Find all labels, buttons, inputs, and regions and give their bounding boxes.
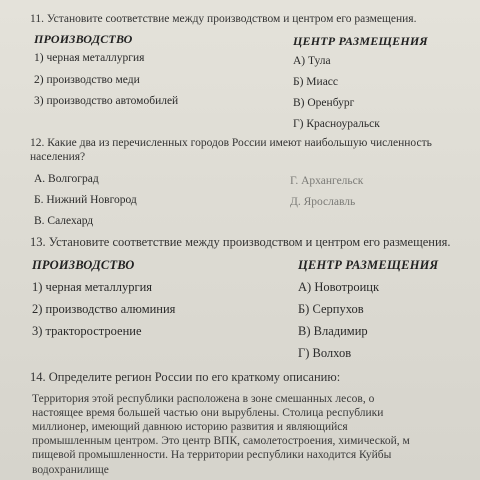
q12-title-line2: населения?	[30, 151, 86, 163]
q12-option-v: В. Салехард	[34, 215, 94, 227]
q13-title: 13. Установите соответствие между производством и центром его размещения.	[30, 235, 451, 249]
q14-line-5: пищевой промышленности. На территории республики находится Куйбы	[32, 449, 392, 461]
q14-line-4: промышленным центром. Это центр ВПК, самолетостроения, химической, м	[32, 435, 410, 447]
q12-title-line1: 12. Какие два из перечисленных городов России имеют наибольшую численность	[30, 137, 432, 149]
q13-left-1: 1) черная металлургия	[32, 280, 153, 294]
q13-right-a: А) Новотроицк	[298, 280, 380, 294]
q14-line-6: водохранилище	[32, 464, 109, 476]
q14-title: 14. Определите регион России по его краткому описанию:	[30, 370, 341, 384]
q13-right-c: В) Владимир	[298, 324, 368, 338]
q12-option-g: Г. Архангельск	[290, 175, 364, 187]
q11-right-a: А) Тула	[293, 55, 331, 67]
q13-left-3: 3) тракторостроение	[32, 324, 142, 338]
q13-right-d: Г) Волхов	[298, 346, 352, 360]
q11-right-d: Г) Красноуральск	[293, 118, 380, 130]
q12-option-a: А. Волгоград	[34, 173, 99, 185]
q11-right-b: Б) Миасс	[293, 76, 339, 88]
q11-left-header: ПРОИЗВОДСТВО	[34, 32, 133, 46]
q12-option-b: Б. Нижний Новгород	[34, 194, 137, 206]
q13-right-b: Б) Серпухов	[298, 302, 364, 316]
q11-left-1: 1) черная металлургия	[34, 52, 145, 64]
q12-option-d: Д. Ярославль	[290, 196, 356, 208]
q14-line-2: настоящее время большей частью они вырублены. Столица республики	[32, 407, 384, 419]
q11-title: 11. Установите соответствие между производством и центром его размещения.	[30, 13, 417, 25]
q13-right-header: ЦЕНТР РАЗМЕЩЕНИЯ	[298, 258, 439, 272]
q13-left-header: ПРОИЗВОДСТВО	[32, 258, 135, 272]
q11-left-2: 2) производство меди	[34, 74, 140, 86]
q14-line-3: миллионер, имеющий давнюю историю развития и являющийся	[32, 421, 348, 433]
q13-left-2: 2) производство алюминия	[32, 302, 176, 316]
q14-line-1: Территория этой республики расположена в зоне смешанных лесов, о	[32, 393, 375, 405]
q11-left-3: 3) производство автомобилей	[34, 95, 179, 107]
q11-right-c: В) Оренбург	[293, 97, 355, 109]
q11-right-header: ЦЕНТР РАЗМЕЩЕНИЯ	[293, 34, 428, 48]
